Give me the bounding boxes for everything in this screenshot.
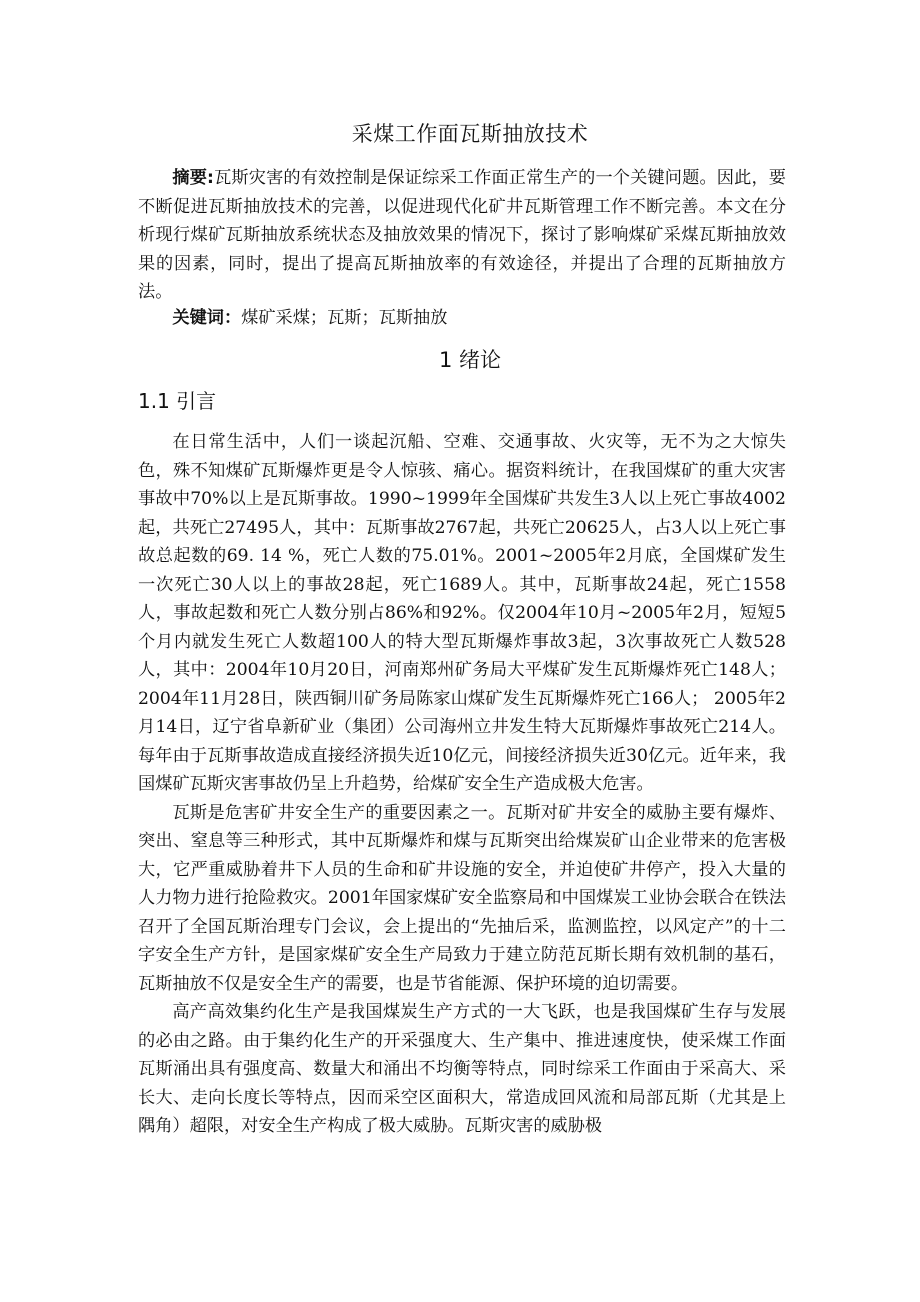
keywords-block: [138, 304, 786, 333]
abstract-label: 摘要:: [172, 168, 214, 188]
keywords-text: 煤矿采煤；瓦斯；瓦斯抽放: [241, 308, 448, 328]
abstract-block: [138, 164, 786, 307]
document-title: 采煤工作面瓦斯抽放技术: [351, 122, 589, 146]
paragraph: 瓦斯是危害矿井安全生产的重要因素之一。瓦斯对矿井安全的威胁主要有爆炸、突出、窒息等三种形式，其中瓦斯爆炸和煤与瓦斯突出给煤炭矿山企业带来的危害极大，它严重威胁着井下人员的生命和矿井设施的安全，并迫使矿井停产，投入大量的人力物力进行抢险救灾。2001年国家煤矿安全监察局和中国煤炭工业协会联合在铁法召开了全国瓦斯治理专门会议，会上提出的“先抽后采，监测监控，以风定产”的十二字安全生产方针，是国家煤矿安全生产局致力于建立防范瓦斯长期有效机制的基石，瓦斯抽放不仅是安全生产的需要，也是节省能源、保护环境的迫切需要。: [138, 802, 786, 994]
paragraph: 高产高效集约化生产是我国煤炭生产方式的一大飞跃，也是我国煤矿生存与发展的必由之路。由于集约化生产的开采强度大、生产集中、推进速度快，使采煤工作面瓦斯涌出具有强度高、数量大和涌出不均衡等特点，同时综采工作面由于采高大、采长大、走向长度长等特点，因而采空区面积大，常造成回风流和局部瓦斯（尤其是上隅角）超限，对安全生产构成了极大威胁。瓦斯灾害的威胁极: [138, 1002, 786, 1136]
paragraph: 在日常生活中，人们一谈起沉船、空难、交通事故、火灾等，无不为之大惊失色，殊不知煤矿瓦斯爆炸更是令人惊骇、痛心。据资料统计，在我国煤矿的重大灾害事故中70%以上是瓦斯事故。1990~1999年全国煤矿共发生3人以上死亡事故4002起，共死亡27495人，其中：瓦斯事故2767起，共死亡20625人，占3人以上死亡事故总起数的69. 14 %，死亡人数的75.01%。2001~2005年2月底，全国煤矿发生一次死亡30人以上的事故28起，死亡1689人。其中，瓦斯事故24起，死亡1558人，事故起数和死亡人数分别占86%和92%。仅2004年10月~2005年2月，短短5个月内就发生死亡人数超100人的特大型瓦斯爆炸事故3起，3次事故死亡人数528人，其中：2004年10月20日，河南郑州矿务局大平煤矿发生瓦斯爆炸死亡148人；2004年11月28日，陕西铜川矿务局陈家山煤矿发生瓦斯爆炸死亡166人； 2005年2月14日，辽宁省阜新矿业（集团）公司海州立井发生特大瓦斯爆炸事故死亡214人。每年由于瓦斯事故造成直接经济损失近10亿元，间接经济损失近30亿元。近年来，我国煤矿瓦斯灾害事故仍呈上升趋势，给煤矿安全生产造成极大危害。: [138, 432, 786, 794]
keywords-label: 关键词：: [172, 308, 242, 328]
section-heading: 1.1 引言: [138, 389, 217, 413]
chapter-heading: 1 绪论: [438, 348, 502, 372]
abstract-text: 瓦斯灾害的有效控制是保证综采工作面正常生产的一个关键问题。因此，要不断促进瓦斯抽放技术的完善，以促进现代化矿井瓦斯管理工作不断完善。本文在分析现行煤矿瓦斯抽放系统状态及抽放效果的情况下，探讨了影响煤矿采煤瓦斯抽放效果的因素，同时，提出了提高瓦斯抽放率的有效途径，并提出了合理的瓦斯抽放方法。: [138, 168, 786, 302]
body-text: [138, 428, 786, 1141]
